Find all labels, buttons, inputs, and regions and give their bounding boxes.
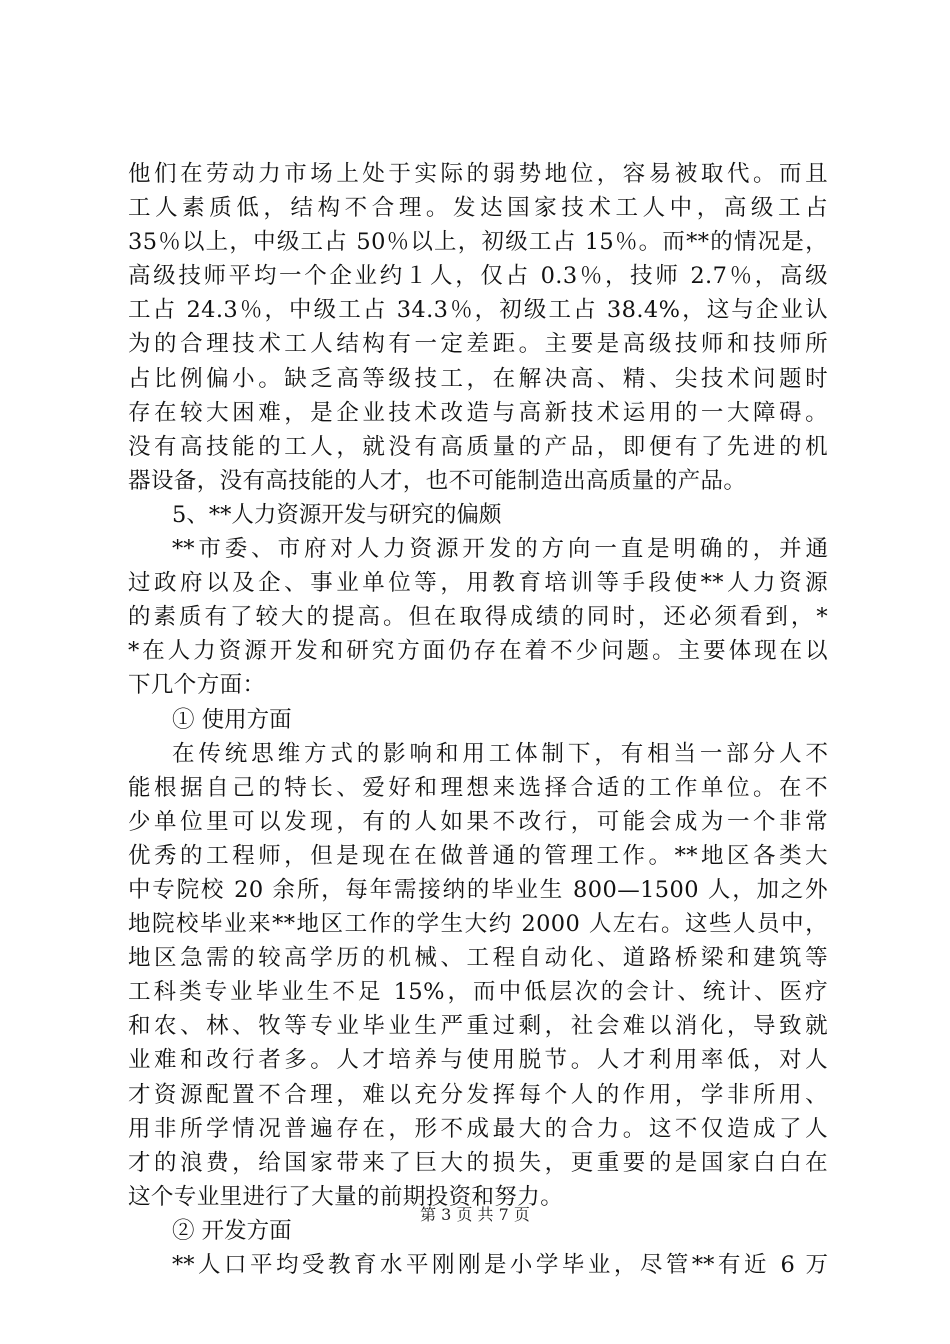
text-line: 地区急需的较高学历的机械、工程自动化、道路桥梁和建筑等	[128, 945, 828, 972]
text-line: 工科类专业毕业生不足 15%，而中低层次的会计、统计、医疗	[128, 979, 828, 1006]
document-body	[128, 157, 828, 1282]
text-line: 优秀的工程师，但是现在在做普通的管理工作。**地区各类大	[128, 842, 828, 869]
text-line: 工人素质低，结构不合理。发达国家技术工人中，高级工占	[128, 195, 828, 222]
section-heading: 5、**人力资源开发与研究的偏颇	[172, 501, 502, 528]
text-line: **市委、市府对人力资源开发的方向一直是明确的，并通	[172, 536, 828, 563]
text-line: 高级技师平均一个企业约１人，仅占 0.3％，技师 2.7％，高级	[128, 263, 828, 290]
text-line: 用非所学情况普遍存在，形不成最大的合力。这不仅造成了人	[128, 1115, 828, 1142]
text-line: 才资源配置不合理，难以充分发挥每个人的作用，学非所用、	[128, 1081, 828, 1108]
text-line: *在人力资源开发和研究方面仍存在着不少问题。主要体现在以	[128, 638, 828, 665]
text-line: 下几个方面：	[128, 672, 266, 699]
text-line: 地院校毕业来**地区工作的学生大约 2000 人左右。这些人员中，	[128, 911, 828, 938]
text-line: 业难和改行者多。人才培养与使用脱节。人才利用率低，对人	[128, 1047, 828, 1074]
text-line: 器设备，没有高技能的人才，也不可能制造出高质量的产品。	[128, 467, 747, 494]
text-line: 在传统思维方式的影响和用工体制下，有相当一部分人不	[172, 740, 828, 767]
section-heading: ① 使用方面	[172, 706, 292, 733]
text-line: 过政府以及企、事业单位等，用教育培训等手段使**人力资源	[128, 570, 828, 597]
text-line: 的素质有了较大的提高。但在取得成绩的同时，还必须看到，*	[128, 604, 828, 631]
text-line: 和农、林、牧等专业毕业生严重过剩，社会难以消化，导致就	[128, 1013, 828, 1040]
text-line: 能根据自己的特长、爱好和理想来选择合适的工作单位。在不	[128, 774, 828, 801]
text-line: 他们在劳动力市场上处于实际的弱势地位，容易被取代。而且	[128, 161, 828, 187]
text-line: 这个专业里进行了大量的前期投资和努力。	[128, 1183, 564, 1210]
text-line: 为的合理技术工人结构有一定差距。主要是高级技师和技师所	[128, 331, 828, 358]
text-line: 存在较大困难，是企业技术改造与高新技术运用的一大障碍。	[128, 399, 828, 426]
text-line: 少单位里可以发现，有的人如果不改行，可能会成为一个非常	[128, 808, 828, 835]
text-line: 35％以上，中级工占 50％以上，初级工占 15％。而**的情况是，	[128, 229, 828, 256]
text-line: 占比例偏小。缺乏高等级技工，在解决高、精、尖技术问题时	[128, 365, 828, 392]
text-line: 才的浪费，给国家带来了巨大的损失，更重要的是国家白白在	[128, 1149, 828, 1176]
text-line: 工占 24.3％，中级工占 34.3％，初级工占 38.4%，这与企业认	[128, 297, 828, 324]
page-footer: 第 3 页 共 7 页	[420, 1205, 530, 1224]
section-heading: ② 开发方面	[172, 1217, 292, 1244]
text-line: 没有高技能的工人，就没有高质量的产品，即便有了先进的机	[128, 433, 828, 460]
text-line: 中专院校 20 余所，每年需接纳的毕业生 800—1500 人，加之外	[128, 876, 828, 903]
text-line: **人口平均受教育水平刚刚是小学毕业，尽管**有近 6 万	[172, 1252, 828, 1278]
